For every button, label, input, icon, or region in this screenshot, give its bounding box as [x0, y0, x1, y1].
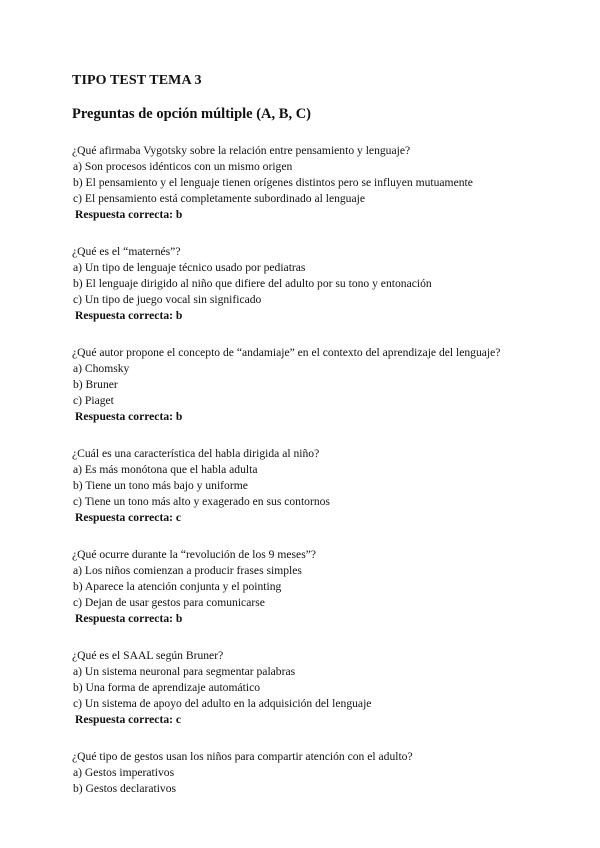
question-text: ¿Qué es el SAAL según Bruner?	[72, 649, 224, 662]
option-c: c) Tiene un tono más alto y exagerado en sus contornos	[73, 495, 330, 508]
option-b: b) El pensamiento y el lenguaje tienen orígenes distintos pero se influyen mutuamente	[73, 176, 473, 189]
question-list	[72, 143, 572, 818]
question-block-6	[72, 648, 572, 728]
question-text: ¿Qué tipo de gestos usan los niños para compartir atención con el adulto?	[72, 750, 413, 763]
option-a: a) Gestos imperativos	[73, 766, 175, 779]
correct-answer: Respuesta correcta: b	[75, 612, 183, 625]
correct-answer: Respuesta correcta: b	[75, 410, 183, 423]
option-a: a) Un sistema neuronal para segmentar palabras	[73, 665, 296, 678]
option-c: c) El pensamiento está completamente subordinado al lenguaje	[73, 192, 365, 205]
question-block-5	[72, 547, 572, 627]
option-c: c) Un sistema de apoyo del adulto en la adquisición del lenguaje	[73, 697, 372, 710]
question-block-1	[72, 143, 572, 223]
option-a: a) Chomsky	[73, 362, 130, 375]
option-b: b) El lenguaje dirigido al niño que difiere del adulto por su tono y entonación	[73, 277, 432, 290]
option-b: b) Una forma de aprendizaje automático	[73, 681, 261, 694]
question-text: ¿Cuál es una característica del habla dirigida al niño?	[72, 447, 320, 460]
option-a: a) Son procesos idénticos con un mismo origen	[73, 160, 293, 173]
correct-answer: Respuesta correcta: c	[75, 713, 182, 726]
option-b: b) Tiene un tono más bajo y uniforme	[73, 479, 248, 492]
document-title: TIPO TEST TEMA 3	[72, 73, 202, 88]
question-block-4	[72, 446, 572, 526]
question-block-7	[72, 749, 572, 797]
option-a: a) Un tipo de lenguaje técnico usado por pediatras	[73, 261, 306, 274]
question-text: ¿Qué es el “maternés”?	[72, 245, 181, 258]
option-a: a) Es más monótona que el habla adulta	[73, 463, 258, 476]
correct-answer: Respuesta correcta: b	[75, 309, 183, 322]
option-b: b) Aparece la atención conjunta y el pointing	[73, 580, 282, 593]
question-block-2	[72, 244, 572, 324]
correct-answer: Respuesta correcta: c	[75, 511, 182, 524]
option-c: c) Piaget	[73, 394, 114, 407]
option-c: c) Un tipo de juego vocal sin significado	[73, 293, 262, 306]
section-title: Preguntas de opción múltiple (A, B, C)	[72, 106, 311, 122]
option-c: c) Dejan de usar gestos para comunicarse	[73, 596, 265, 609]
question-text: ¿Qué ocurre durante la “revolución de los 9 meses”?	[72, 548, 317, 561]
question-text: ¿Qué afirmaba Vygotsky sobre la relación entre pensamiento y lenguaje?	[72, 144, 411, 157]
question-block-3	[72, 345, 572, 425]
correct-answer: Respuesta correcta: b	[75, 208, 183, 221]
option-b: b) Bruner	[73, 378, 118, 391]
option-b: b) Gestos declarativos	[73, 782, 177, 795]
option-a: a) Los niños comienzan a producir frases simples	[73, 564, 302, 577]
question-text: ¿Qué autor propone el concepto de “andamiaje” en el contexto del aprendizaje del lenguaje?	[72, 346, 501, 359]
